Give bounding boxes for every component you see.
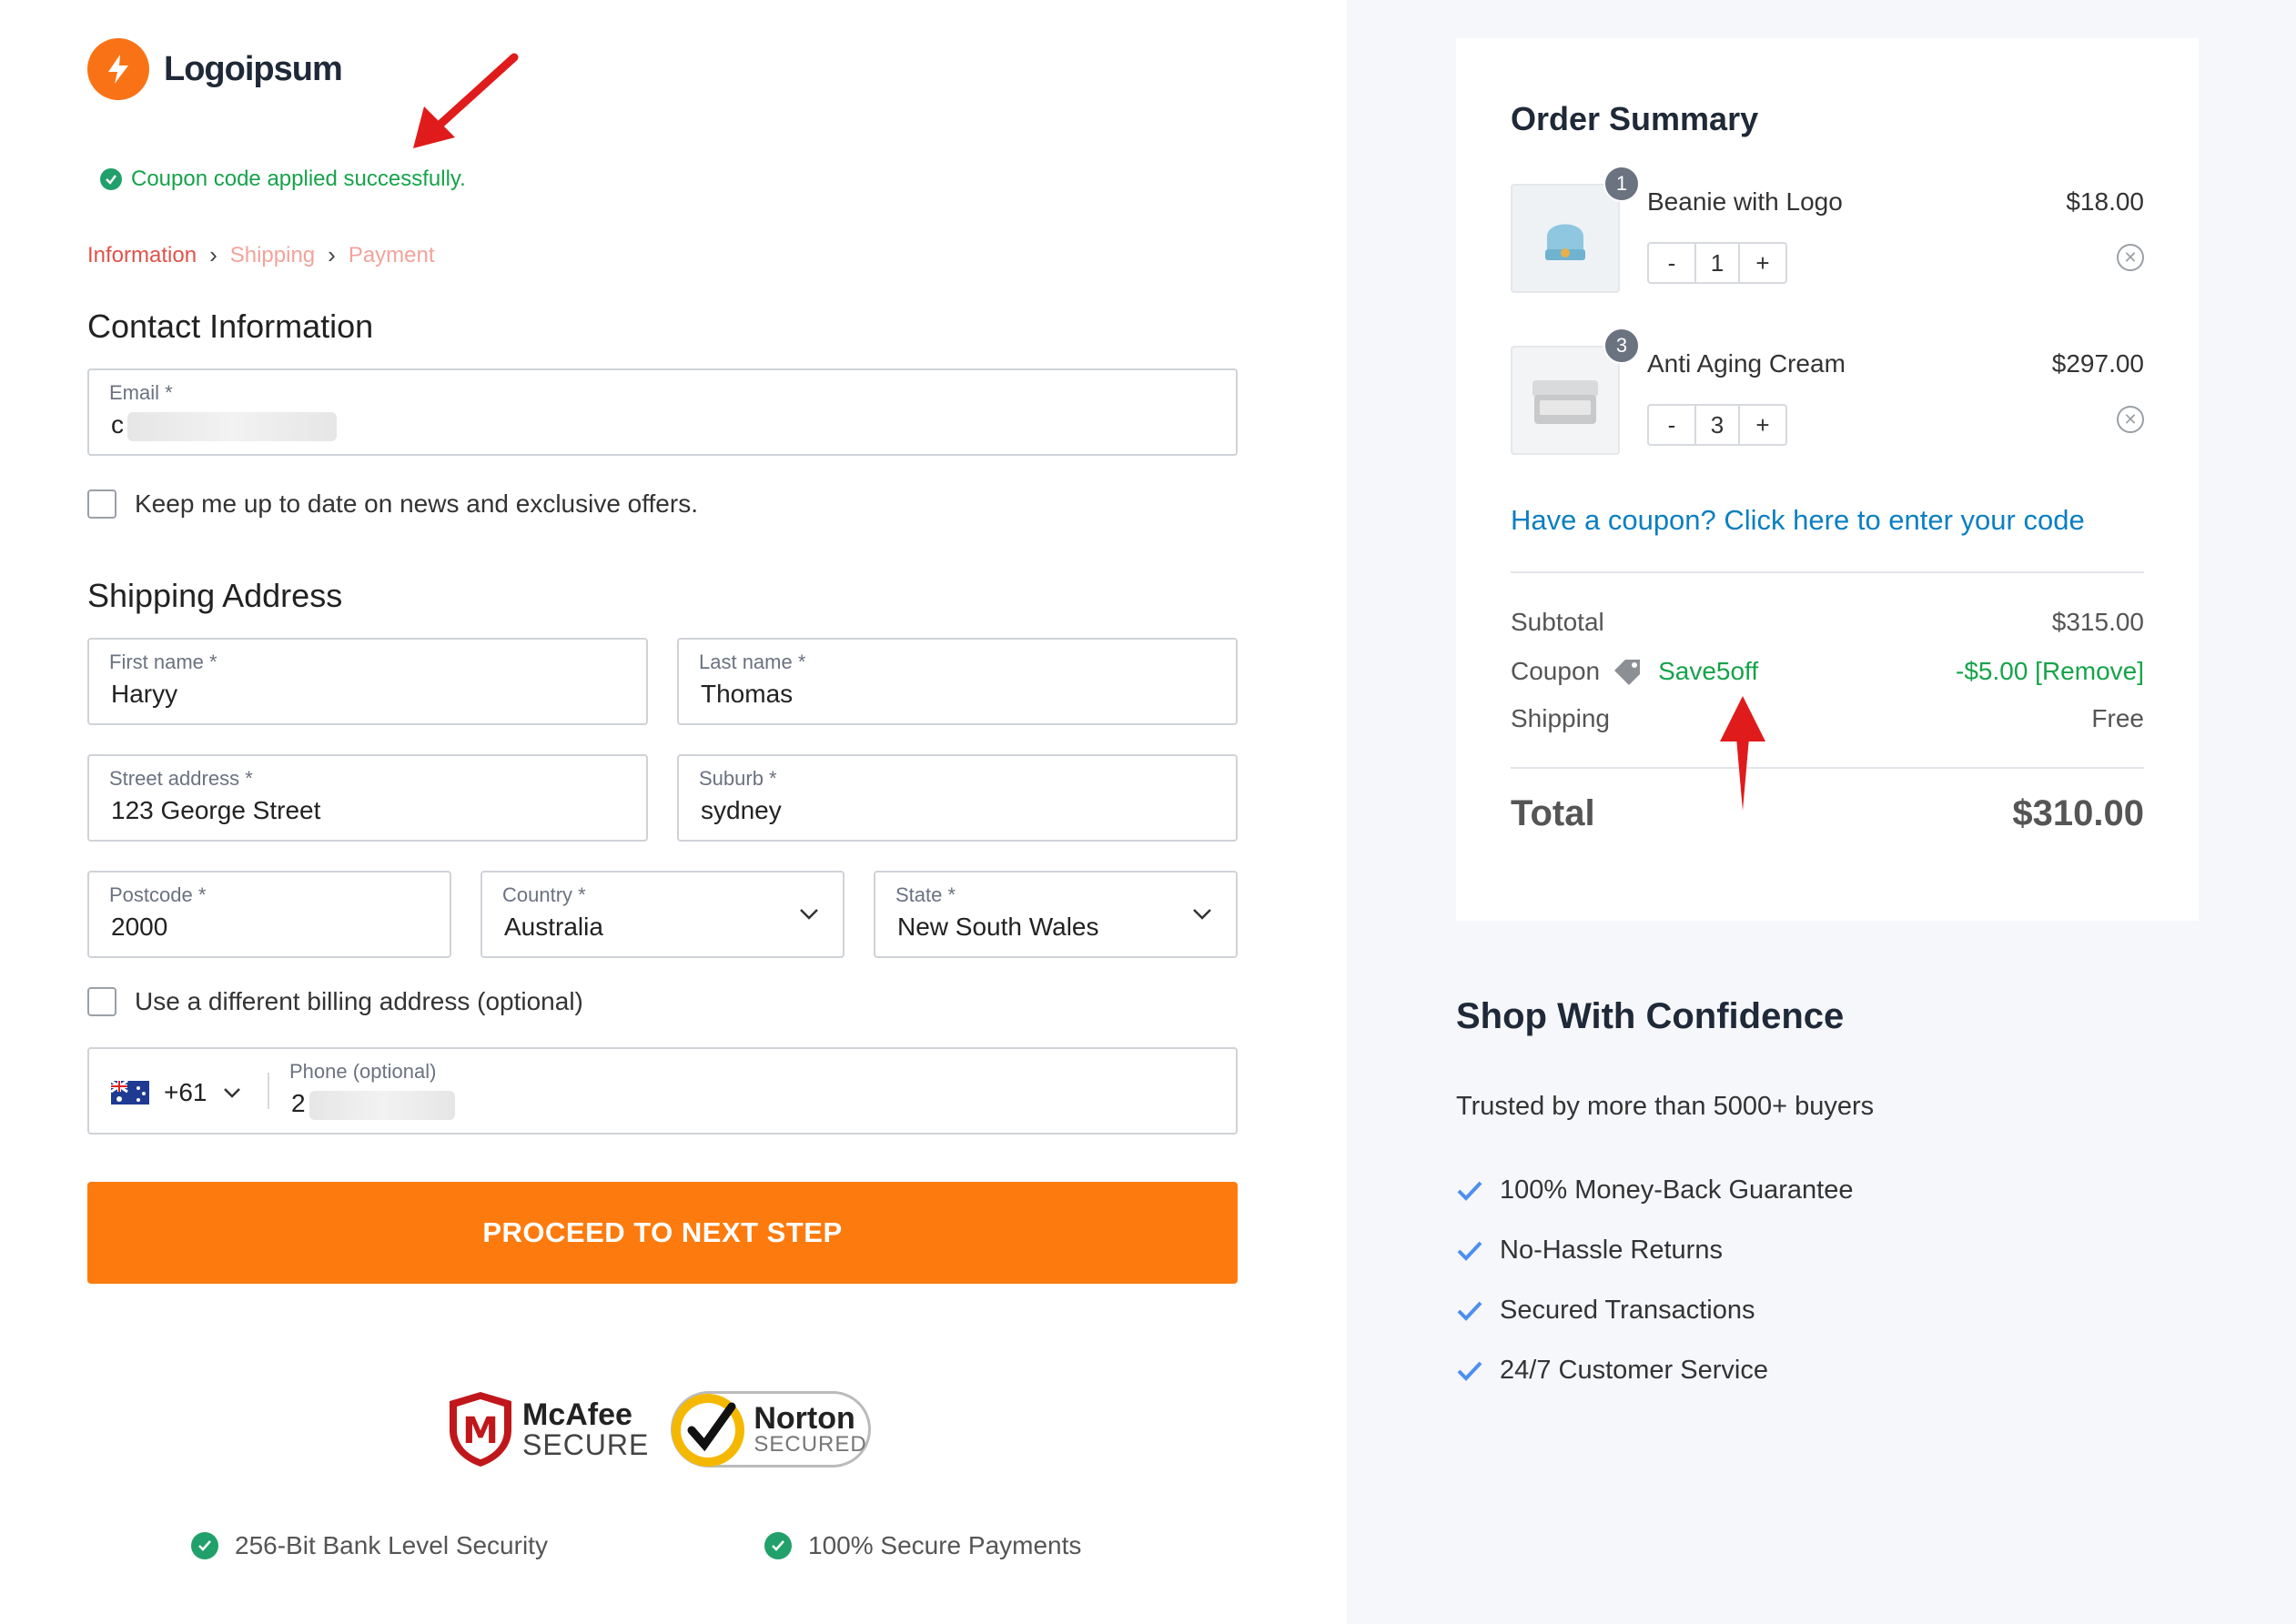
shipping-row (1511, 704, 2144, 733)
beanie-thumbnail (1511, 184, 1620, 293)
beanie-icon (1512, 186, 1618, 291)
country-code-selector[interactable] (111, 1078, 242, 1107)
trust-badges (446, 1390, 871, 1468)
state-value: New South Wales (897, 913, 1099, 941)
postcode-value: 2000 (111, 913, 168, 941)
coupon-label: Coupon (1511, 657, 1601, 685)
email-label: Email * (109, 381, 173, 404)
shipping-label: Shipping (1511, 704, 1610, 732)
mcafee-text: McAfee (522, 1397, 632, 1432)
newsletter-checkbox[interactable] (87, 489, 116, 519)
country-select[interactable] (480, 871, 845, 958)
cream-jar-icon (1512, 348, 1618, 453)
total-label: Total (1511, 793, 1595, 833)
state-select[interactable] (874, 871, 1238, 958)
order-summary-title: Order Summary (1511, 100, 1759, 137)
contact-section-title: Contact Information (87, 308, 374, 345)
cart-item (1511, 172, 2144, 293)
decrease-quantity-button[interactable]: - (1667, 410, 1676, 439)
street-address-label: Street address * (109, 767, 253, 790)
chevron-down-icon (1190, 902, 1214, 925)
quantity-value[interactable]: 3 (1694, 406, 1740, 444)
coupon-link[interactable]: Have a coupon? Click here to enter your code (1511, 504, 2085, 536)
increase-quantity-button[interactable]: + (1755, 248, 1770, 277)
breadcrumb-information[interactable]: Information (87, 242, 197, 267)
shipping-section-title: Shipping Address (87, 577, 343, 614)
cream-thumbnail (1511, 346, 1620, 455)
quantity-badge: 3 (1603, 328, 1640, 364)
item-price: $297.00 (2051, 349, 2144, 378)
last-name-field[interactable] (677, 638, 1238, 725)
increase-quantity-button[interactable]: + (1755, 410, 1770, 439)
suburb-value: sydney (701, 796, 782, 824)
brand-logo[interactable] (87, 38, 342, 100)
first-name-value: Haryy (111, 680, 178, 708)
remove-item-icon[interactable]: ✕ (2117, 406, 2144, 433)
phone-divider (268, 1073, 269, 1109)
checkmark-icon (1456, 1360, 1483, 1382)
email-field[interactable] (87, 368, 1238, 456)
norton-text: Norton (754, 1401, 855, 1436)
last-name-value: Thomas (701, 680, 794, 708)
subtotal-value: $315.00 (2051, 608, 2144, 636)
last-name-label: Last name * (699, 651, 806, 673)
tag-icon (1613, 658, 1645, 685)
coupon-success-text: Coupon code applied successfully. (131, 166, 466, 191)
mcafee-badge (446, 1390, 649, 1468)
mcafee-shield-icon (446, 1390, 515, 1468)
checkmark-icon (1456, 1300, 1483, 1322)
country-value: Australia (504, 913, 603, 941)
quantity-badge: 1 (1603, 166, 1640, 202)
street-address-value: 123 George Street (111, 796, 321, 824)
newsletter-option[interactable] (87, 489, 698, 519)
mcafee-sub-text: SECURE (522, 1428, 650, 1461)
chevron-down-icon (797, 902, 821, 925)
breadcrumb-payment[interactable]: Payment (348, 242, 435, 267)
breadcrumb-shipping[interactable]: Shipping (229, 242, 316, 267)
state-label: State * (895, 883, 956, 906)
australia-flag-icon (111, 1081, 149, 1105)
order-summary (1456, 38, 2199, 921)
subtotal-row (1511, 608, 2144, 637)
quantity-value[interactable]: 1 (1694, 244, 1740, 282)
phone-label: Phone (optional) (289, 1060, 437, 1083)
breadcrumb (87, 241, 435, 269)
billing-address-option[interactable] (87, 987, 583, 1016)
remove-item-icon[interactable]: ✕ (2117, 244, 2144, 271)
first-name-label: First name * (109, 651, 217, 673)
dial-code: +61 (164, 1078, 207, 1106)
shipping-value: Free (2091, 704, 2144, 732)
svg-text:M: M (462, 1410, 499, 1452)
coupon-row (1511, 657, 2144, 686)
suburb-field[interactable] (677, 754, 1238, 842)
confidence-item-label: No-Hassle Returns (1500, 1236, 1723, 1265)
checkmark-icon (1456, 1180, 1483, 1202)
item-name: Anti Aging Cream (1647, 349, 1846, 378)
confidence-item-label: 24/7 Customer Service (1500, 1356, 1768, 1385)
confidence-item (1456, 1175, 1854, 1205)
chevron-down-icon (222, 1083, 242, 1103)
security-item (191, 1531, 548, 1560)
norton-sub-text: SECURED (754, 1432, 867, 1457)
confidence-item-label: Secured Transactions (1500, 1296, 1755, 1325)
total-row (1511, 793, 2144, 834)
check-circle-icon (100, 168, 122, 190)
quantity-stepper[interactable] (1647, 404, 1787, 446)
billing-address-label: Use a different billing address (optional) (135, 987, 583, 1015)
norton-check-icon (668, 1390, 748, 1470)
street-address-field[interactable] (87, 754, 648, 842)
confidence-item (1456, 1296, 1755, 1326)
confidence-item-label: 100% Money-Back Guarantee (1500, 1175, 1854, 1205)
checkmark-icon (1456, 1240, 1483, 1262)
total-value: $310.00 (2012, 793, 2144, 833)
first-name-field[interactable] (87, 638, 648, 725)
norton-badge (671, 1391, 871, 1468)
billing-address-checkbox[interactable] (87, 987, 116, 1016)
item-price: $18.00 (2066, 187, 2144, 216)
coupon-code: Save5off (1658, 657, 1759, 685)
annotation-arrow-icon (400, 50, 528, 155)
postcode-label: Postcode * (109, 883, 207, 906)
decrease-quantity-button[interactable]: - (1667, 248, 1676, 277)
coupon-success-notice (100, 166, 466, 192)
security-item (764, 1531, 1081, 1560)
security-item-label: 256-Bit Bank Level Security (235, 1531, 548, 1559)
remove-coupon-link[interactable]: -$5.00 [Remove] (1956, 657, 2144, 685)
cart-item (1511, 334, 2144, 455)
confidence-item (1456, 1236, 1723, 1266)
check-circle-icon (764, 1532, 792, 1559)
lightning-logo-icon (87, 38, 149, 100)
phone-value: 2 (291, 1089, 455, 1120)
annotation-arrow-icon (1711, 694, 1775, 812)
check-circle-icon (191, 1532, 218, 1559)
confidence-title: Shop With Confidence (1456, 996, 1845, 1036)
suburb-label: Suburb * (699, 767, 777, 790)
chevron-right-icon: › (328, 241, 336, 268)
email-value: c (111, 410, 337, 441)
confidence-item (1456, 1356, 1768, 1386)
divider (1511, 571, 2144, 573)
item-name: Beanie with Logo (1647, 187, 1843, 216)
brand-name: Logoipsum (164, 49, 342, 88)
quantity-stepper[interactable] (1647, 242, 1787, 284)
country-label: Country * (502, 883, 586, 906)
postcode-field[interactable] (87, 871, 451, 958)
subtotal-label: Subtotal (1511, 608, 1604, 636)
confidence-subtitle: Trusted by more than 5000+ buyers (1456, 1092, 1875, 1121)
proceed-next-step-button[interactable]: PROCEED TO NEXT STEP (87, 1182, 1238, 1284)
security-item-label: 100% Secure Payments (808, 1531, 1082, 1559)
phone-field[interactable] (87, 1047, 1238, 1135)
divider (1511, 767, 2144, 769)
chevron-right-icon: › (209, 241, 217, 268)
newsletter-label: Keep me up to date on news and exclusive offers. (135, 489, 698, 518)
